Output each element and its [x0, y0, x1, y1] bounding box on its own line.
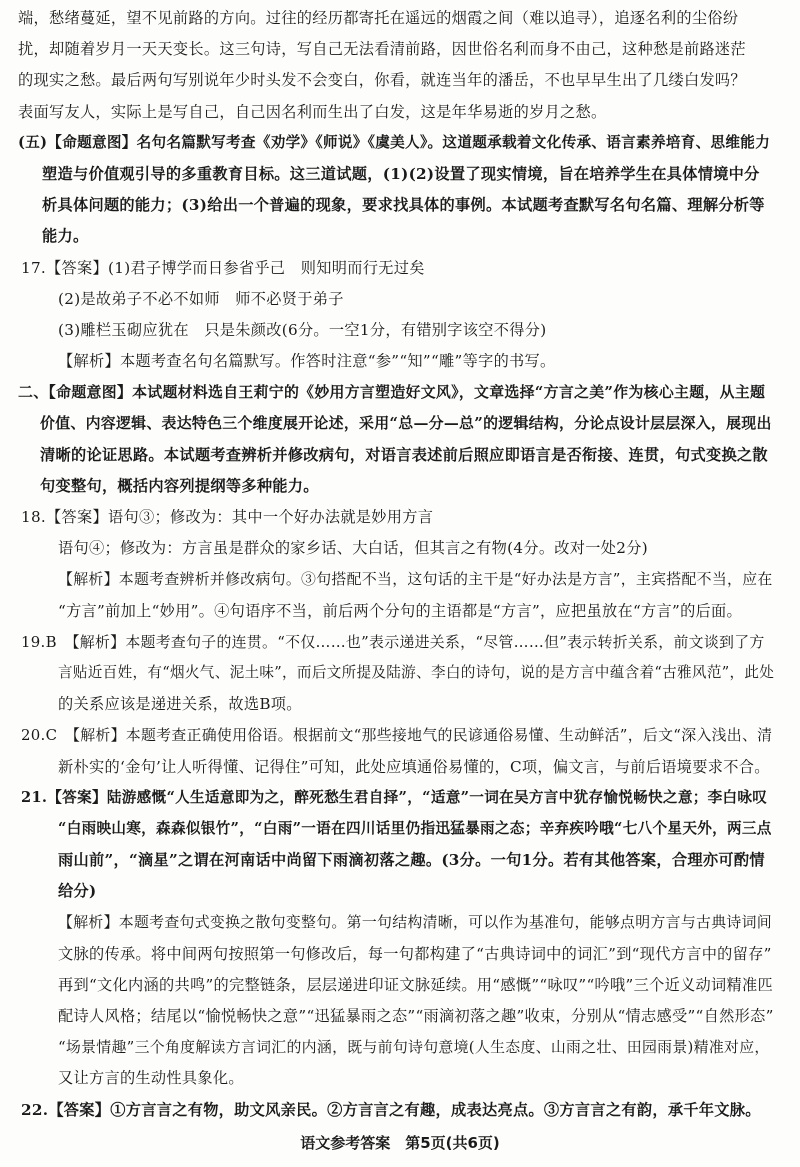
text-line: 雨山前”，“滴星”之谓在河南话中尚留下雨滴初落之趣。(3分。一句1分。若有其他答案，合理亦可酌情 — [58, 851, 765, 870]
text-line: 清晰的论证思路。本试题考查辨析并修改病句，对语言表述前后照应即语言是否衔接、连贯，句式变换之散 — [40, 445, 768, 464]
text-line: 能力。 — [42, 227, 89, 246]
text-line: 新朴实的‘金句’让人听得懂、记得住”可知，此处应填通俗易懂的，C项，偏文言，与前后语境要求不合。 — [58, 757, 770, 776]
q18-answer: 18.【答案】语句③；修改为：其中一个好办法就是妙用方言 — [21, 508, 434, 526]
text-line: 塑造与价值观引导的多重教育目标。这三道试题，(1)(2)设置了现实情境，旨在培养学生在具体情境中分 — [42, 164, 760, 183]
page-footer: 语文参考答案 第5页(共6页) — [300, 1134, 500, 1152]
text-line: “方言”前加上“妙用”。④句语序不当，前后两个分句的主语都是“方言”，应把虽放在“方言”的后面。 — [58, 601, 743, 620]
text-line: 言贴近百姓，有“烟火气、泥土味”，而后文所提及陆游、李白的诗句，说的是方言中蕴含着“古雅风范”，此处 — [58, 663, 775, 681]
text-line: 表面写友人，实际上是写自己，自己因名利而生出了白发，这是年华易逝的岁月之愁。 — [18, 102, 607, 121]
q21-answer: 21.【答案】陆游感慨“人生适意即为之，醉死愁生君自择”，“适意”一词在吴方言中犹存愉悦畅快之意；李白咏叹 — [21, 788, 768, 806]
q17-analysis: 【解析】本题考查名句名篇默写。作答时注意“参”“知”“雕”等字的书写。 — [58, 352, 556, 371]
text-line: 句变整句，概括内容列提纲等多种能力。 — [40, 476, 319, 495]
q18-analysis: 【解析】本题考查辨析并修改病句。③句搭配不当，这句话的主干是“好办法是方言”，主宾搭配不当，应在 — [58, 570, 773, 589]
text-line: (3)雕栏玉砌应犹在 只是朱颜改(6分。一空1分，有错别字该空不得分) — [58, 320, 547, 339]
q19-answer: 19.B 【解析】本题考查句子的连贯。“不仅……也”表示递进关系，“尽管……但”表示转折关系，前文谈到了方 — [21, 632, 765, 651]
q20-answer: 20.C 【解析】本题考查正确使用俗语。根据前文“那些接地气的民谚通俗易懂、生动鲜活”，后文“深入浅出、清 — [21, 726, 773, 745]
text-line: 又让方言的生动性具象化。 — [58, 1069, 244, 1088]
text-line: “白雨映山寒，森森似银竹”，“白雨”一语在四川话里仍指迅猛暴雨之态；辛弃疾吟哦“七八个星天外，两三点 — [58, 819, 772, 837]
section-two-heading: 二、【命题意图】本试题材料选自王莉宁的《妙用方言塑造好文风》，文章选择“方言之美”作为核心主题，从主题 — [18, 383, 766, 402]
text-line: 的关系应该是递进关系，故选B项。 — [58, 695, 302, 714]
text-line: 配诗人风格；结尾以“愉悦畅快之意”“迅猛暴雨之态”“雨滴初落之趣”收束，分别从“情志感受”“自然形态” — [58, 1007, 774, 1025]
text-line: 语句④；修改为：方言虽是群众的家乡话、大白话，但其言之有物(4分。改对一处2分) — [58, 539, 648, 558]
q21-analysis: 【解析】本题考查句式变换之散句变整句。第一句结构清晰，可以作为基准句，能够点明方言与古典诗词间 — [58, 913, 772, 932]
q22-answer: 22.【答案】①方言言之有物，助文风亲民。②方言言之有趣，成表达亮点。③方言言之有韵，承千年文脉。 — [21, 1100, 761, 1119]
text-line: 文脉的传承。将中间两句按照第一句修改后，每一句都构建了“古典诗词中的词汇”到“现代方言中的留存” — [58, 944, 772, 963]
text-line: “场景情趣”三个角度解读方言词汇的内涵，既与前句诗句意境(人生态度、山雨之壮、田园雨景)精准对应， — [58, 1038, 770, 1057]
text-line: 析具体问题的能力；(3)给出一个普遍的现象，要求找具体的事例。本试题考查默写名句名篇、理解分析等 — [42, 196, 765, 215]
text-line: 端，愁绪蔓延，望不见前路的方向。过往的经历都寄托在遥远的烟霞之间（难以追寻），追逐名利的尘俗纷 — [18, 9, 739, 27]
q17-answer: 17.【答案】(1)君子博学而日参省乎己 则知明而行无过矣 — [21, 258, 425, 277]
text-line: 给分) — [58, 882, 97, 901]
text-line: 再到“文化内涵的共鸣”的完整链条，层层递进印证文脉延续。用“感慨”“咏叹”“吟哦”三个近义动词精准匹 — [58, 975, 773, 994]
text-line: 的现实之愁。最后两句写别说年少时头发不会变白，你看，就连当年的潘岳，不也早早生出了几缕白发吗？ — [18, 71, 746, 90]
text-line: 扰，却随着岁月一天天变长。这三句诗，写自己无法看清前路，因世俗名利而身不由己，这种愁是前路迷茫 — [18, 40, 746, 59]
section-five-heading: (五)【命题意图】名句名篇默写考查《劝学》《师说》《虞美人》。这道题承载着文化传承、语言素养培育、思维能力 — [18, 133, 771, 151]
text-line: (2)是故弟子不必不如师 师不必贤于弟子 — [58, 289, 344, 308]
text-line: 价值、内容逻辑、表达特色三个维度展开论述，采用“总—分—总”的逻辑结构，分论点设计层层深入，展现出 — [40, 414, 772, 433]
